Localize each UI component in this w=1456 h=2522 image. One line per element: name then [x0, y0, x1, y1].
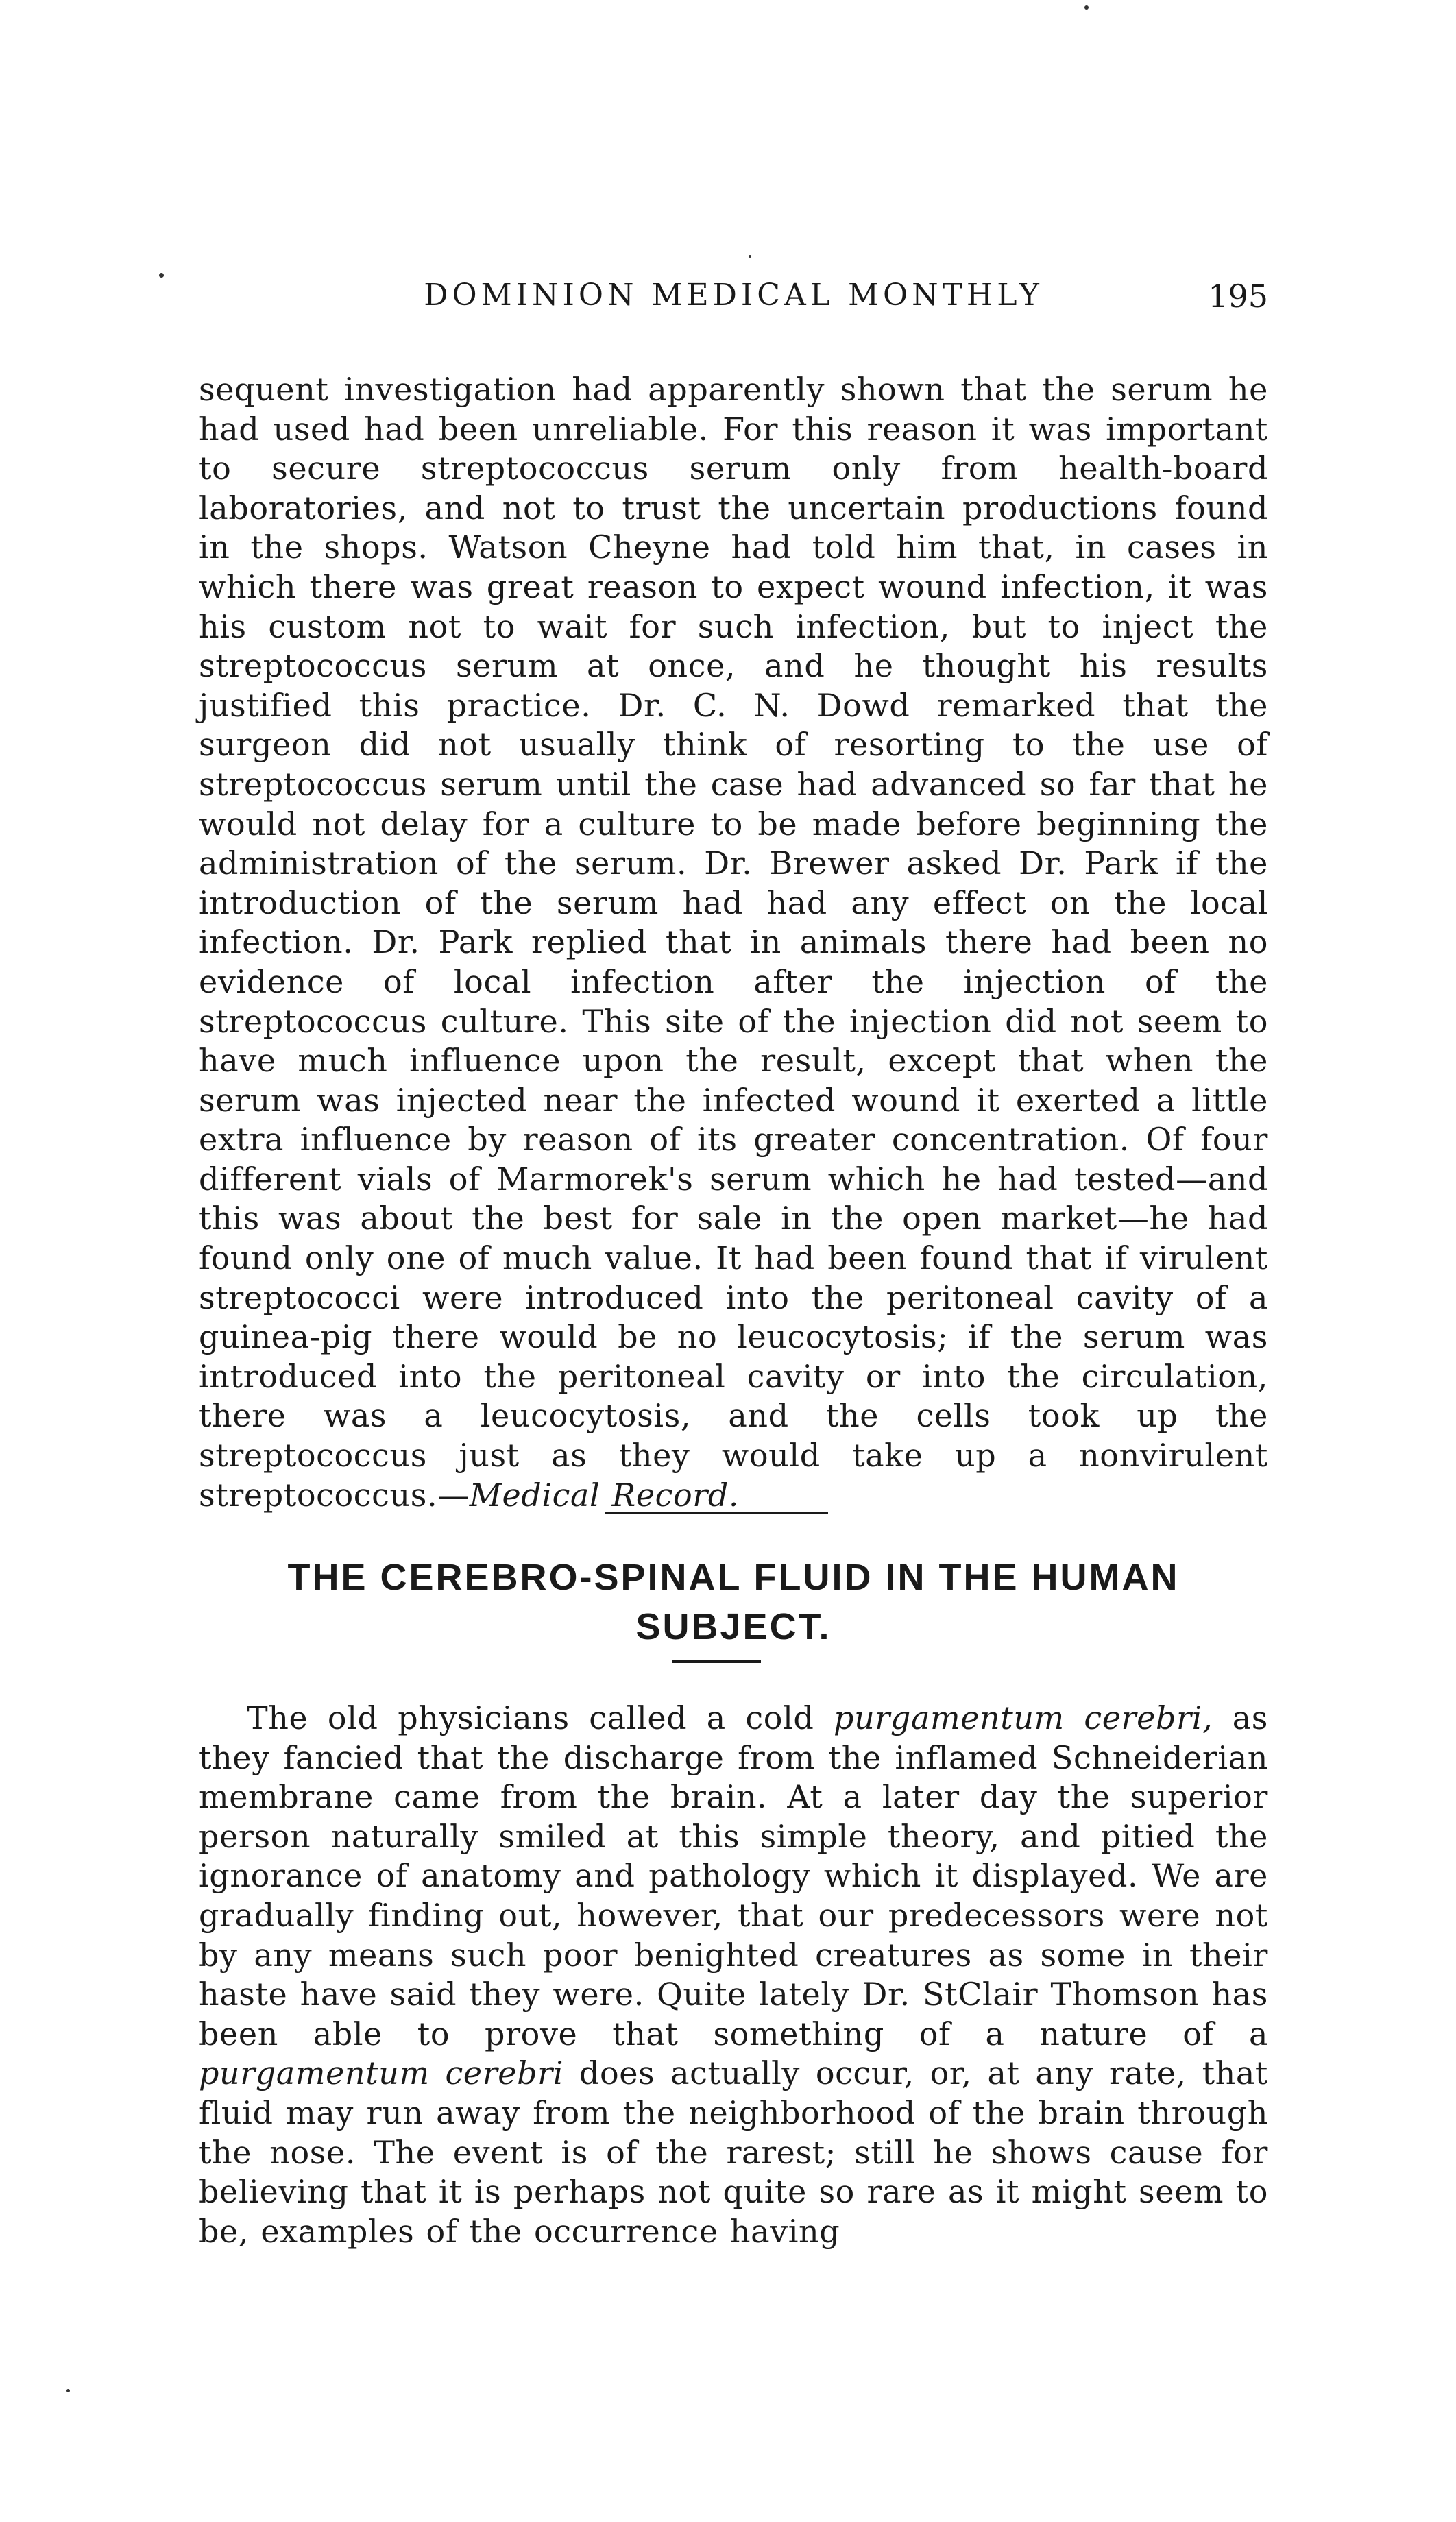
running-head: [199, 278, 1268, 326]
article-body: [199, 1699, 1268, 2251]
previous-article-continuation: [199, 370, 1268, 1515]
article-paragraph: [199, 1699, 1268, 2251]
section-divider-rule: [605, 1512, 828, 1514]
article-text: as they fancied that the discharge from the inflamed Schneiderian membrane came from the brain. At a later day the superior person naturally smiled at this simple theory, and pitied the ignorance of anatomy and pathology which it displayed. We are gradually finding out, however, that our predecessors were not by any means such poor benighted creatures as some in their haste have said they were. Quite lately Dr. StClair Thomson has been able to prove that something of a nature of a: [199, 1699, 1268, 2052]
continuation-paragraph: [199, 370, 1268, 1515]
article-text: The old physicians called a cold: [247, 1699, 834, 1736]
source-citation: Medical Record.: [469, 1476, 740, 1514]
scan-speck: [1084, 5, 1089, 10]
scan-speck: [159, 273, 164, 278]
latin-term: purgamentum cerebri,: [834, 1699, 1213, 1736]
continuation-text: sequent investigation had apparently shown that the serum he had used had been unreliable. For this reason it was important to secure streptococcus serum only from health-board laboratories, and not to trust the uncertain productions found in the shops. Watson Cheyne had told him that, in cases in which there was great reason to expect wound infection, it was his custom not to wait for such infection, but to inject the streptococcus serum at once, and he thought his results justified this practice. Dr. C. N. Dowd remarked that the surgeon did not usually think of resorting to the use of streptococcus serum until the case had advanced so far that he would not delay for a culture to be made before beginning the administration of the serum. Dr. Brewer asked Dr. Park if the introduction of the serum had had any effect on the local infection. Dr. Park replied that in animals there had been no evidence of local infection after the injection of the streptococcus culture. This site of the injection did not seem to have much influence upon the result, except that when the serum was injected near the infected wound it exerted a little extra influence by reason of its greater concentration. Of four different vials of Marmorek's serum which he had tested—and this was about the best for sale in the open market—he had found only one of much value. It had been found that if virulent streptococci were introduced into the peritoneal cavity of a guinea-pig there would be no leucocytosis; if the serum was introduced into the peritoneal cavity or into the circulation, there was a leucocytosis, and the cells took up the streptococcus just as they would take up a nonvirulent streptococcus.—: [199, 371, 1268, 1514]
latin-term: purgamentum cerebri: [199, 2054, 564, 2092]
heading-underline-rule: [672, 1660, 761, 1663]
page-number: 195: [1208, 278, 1268, 315]
scan-speck: [749, 255, 751, 258]
article-heading: THE CEREBRO-SPINAL FLUID IN THE HUMAN SUBJECT.: [287, 1557, 1180, 1647]
journal-title: DOMINION MEDICAL MONTHLY: [424, 278, 1043, 313]
scan-speck: [66, 2389, 70, 2392]
article-text: does actually occur, or, at any rate, that fluid may run away from the neighborhood of the brain through the nose. The event is of the rarest; still he shows cause for believing that it is perhaps not quite so rare as it might seem to be, examples of the occurrence having: [199, 2054, 1269, 2250]
